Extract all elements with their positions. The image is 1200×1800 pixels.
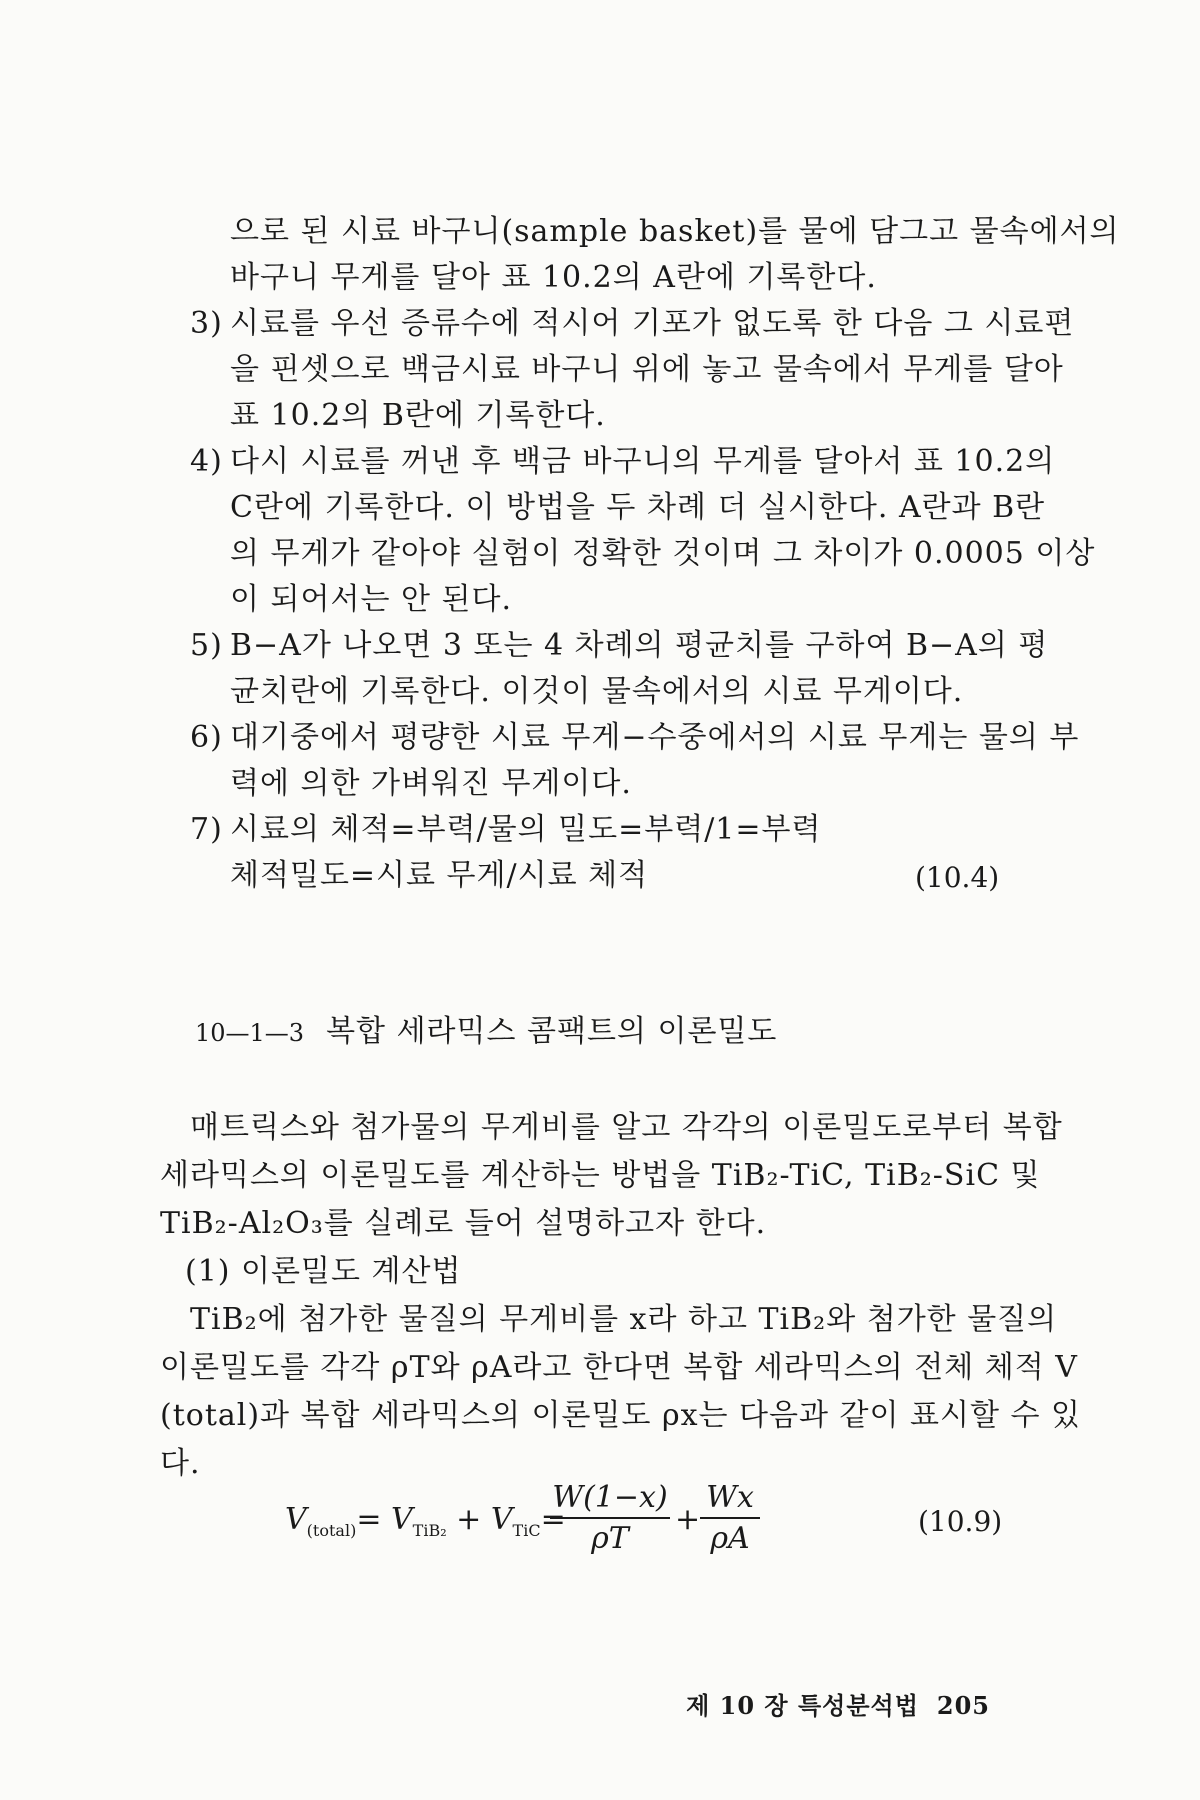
text-line: 다시 시료를 꺼낸 후 백금 바구니의 무게를 달아서 표 10.2의 (230, 444, 1056, 479)
equation-number: (10.4) (915, 861, 1000, 894)
text-line: 체적밀도=시료 무게/시료 체적 (230, 858, 649, 893)
list-item-number: 4) (190, 444, 223, 479)
text-line: 대기중에서 평량한 시료 무게−수중에서의 시료 무게는 물의 부 (230, 720, 1080, 755)
text-line: 으로 된 시료 바구니(sample basket)를 물에 담그고 물속에서의 (230, 214, 1120, 249)
text-line: C란에 기록한다. 이 방법을 두 차례 더 실시한다. A란과 B란 (230, 490, 1046, 525)
text-line: 매트릭스와 첨가물의 무게비를 알고 각각의 이론밀도로부터 복합 (190, 1110, 1063, 1145)
text-line: 이론밀도를 각각 ρT와 ρA라고 한다면 복합 세라믹스의 전체 체적 V (160, 1350, 1078, 1385)
text-line: 력에 의한 가벼워진 무게이다. (230, 766, 632, 801)
text-line: TiB₂에 첨가한 물질의 무게비를 x라 하고 TiB₂와 첨가한 물질의 (190, 1302, 1058, 1337)
subheading: (1) 이론밀도 계산법 (185, 1254, 462, 1289)
text-line: B−A가 나오면 3 또는 4 차례의 평균치를 구하여 B−A의 평 (230, 628, 1049, 663)
fraction-2: Wx ρA (700, 1480, 760, 1556)
text-line: (total)과 복합 세라믹스의 이론밀도 ρx는 다음과 같이 표시할 수 있 (160, 1398, 1081, 1433)
section-heading (195, 1012, 777, 1053)
formula-10-9 (285, 1470, 805, 1580)
list-item-number: 3) (190, 306, 223, 341)
section-title: 복합 세라믹스 콤팩트의 이론밀도 (326, 1014, 778, 1049)
formula-lhs: $V_{(total)}= V_{TiB_2} + V_{TiC}=$ (285, 1502, 566, 1540)
fraction-1: W(1−x) ρT (550, 1480, 670, 1556)
text-line: 의 무게가 같아야 실험이 정확한 것이며 그 차이가 0.0005 이상 (230, 536, 1096, 571)
text-line: 바구니 무게를 달아 표 10.2의 A란에 기록한다. (230, 260, 877, 295)
text-line: 시료를 우선 증류수에 적시어 기포가 없도록 한 다음 그 시료편 (230, 306, 1075, 341)
text-line: 균치란에 기록한다. 이것이 물속에서의 시료 무게이다. (230, 674, 964, 709)
text-line: 세라믹스의 이론밀도를 계산하는 방법을 TiB₂-TiC, TiB₂-SiC 및 (160, 1158, 1041, 1193)
text-line: 다. (160, 1446, 201, 1481)
list-item-number: 7) (190, 812, 223, 847)
page-footer (686, 1686, 990, 1721)
equation-number: (10.9) (918, 1505, 1003, 1538)
plus-sign: + (675, 1502, 701, 1537)
text-line: 시료의 체적=부력/물의 밀도=부력/1=부력 (230, 812, 822, 847)
text-line: TiB₂-Al₂O₃를 실례로 들어 설명하고자 한다. (160, 1206, 767, 1241)
text-line: 표 10.2의 B란에 기록한다. (230, 398, 606, 433)
list-item-number: 6) (190, 720, 223, 755)
text-line: 이 되어서는 안 된다. (230, 582, 512, 617)
chapter-title: 제 10 장 특성분석법 (686, 1691, 919, 1720)
section-number: 10—1—3 (195, 1019, 305, 1047)
list-item-number: 5) (190, 628, 223, 663)
page-number: 205 (936, 1691, 990, 1720)
text-line: 을 핀셋으로 백금시료 바구니 위에 놓고 물속에서 무게를 달아 (230, 352, 1064, 387)
